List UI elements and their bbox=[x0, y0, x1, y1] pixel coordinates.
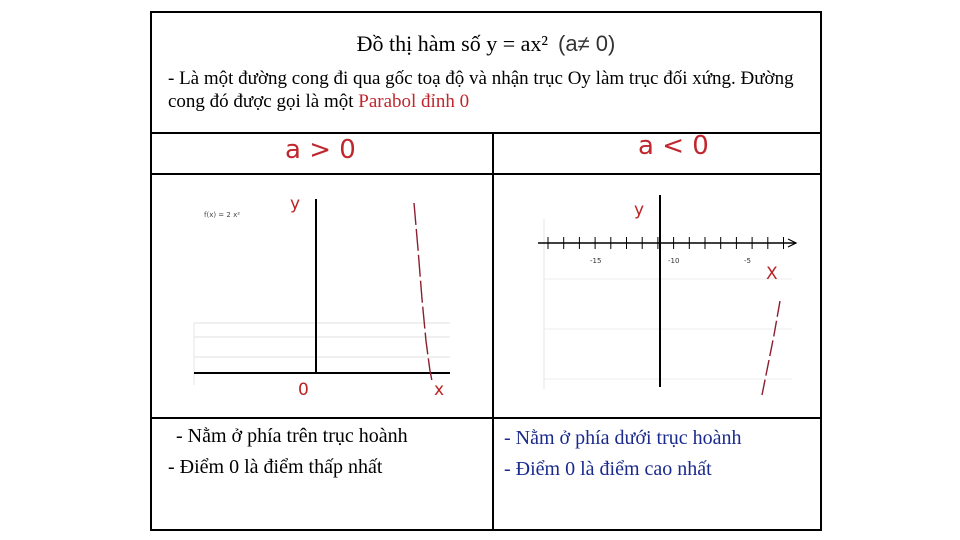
case-label-positive: a > 0 bbox=[285, 135, 356, 165]
notes-negative bbox=[504, 423, 742, 485]
graph-positive bbox=[188, 189, 460, 407]
slide-frame bbox=[150, 11, 822, 531]
tick-label: -10 bbox=[668, 257, 680, 265]
divider-top bbox=[152, 132, 820, 134]
case-label-negative: a < 0 bbox=[638, 131, 709, 161]
notes-positive bbox=[168, 421, 408, 483]
x-axis-label: x bbox=[434, 380, 445, 400]
title-condition: (a≠ 0) bbox=[558, 31, 616, 56]
graph-negative bbox=[534, 189, 806, 407]
parabola-curve bbox=[414, 203, 432, 381]
slide-title bbox=[152, 31, 820, 57]
description-highlight: Parabol đỉnh 0 bbox=[358, 91, 470, 112]
note-item: - Nằm ở phía dưới trục hoành bbox=[504, 427, 742, 449]
description-text: - Là một đường cong đi qua gốc toạ độ và nhận trục Oy làm trục đối xứng. Đường cong đó được gọi là một bbox=[168, 68, 794, 112]
note-item: - Điểm 0 là điểm thấp nhất bbox=[168, 456, 383, 478]
formula-label: f(x) = 2 x² bbox=[204, 211, 241, 219]
x-axis-label: X bbox=[766, 264, 778, 284]
parabola-curve bbox=[762, 301, 780, 395]
description bbox=[168, 67, 808, 113]
divider-graphs bbox=[152, 417, 820, 419]
tick-label: -5 bbox=[744, 257, 751, 265]
tick-label: -15 bbox=[590, 257, 602, 265]
note-item: - Điểm 0 là điểm cao nhất bbox=[504, 458, 712, 480]
y-axis-label: y bbox=[634, 200, 645, 220]
divider-header bbox=[152, 173, 820, 175]
divider-vertical bbox=[492, 134, 494, 529]
note-item: - Nằm ở phía trên trục hoành bbox=[176, 425, 408, 447]
title-text: Đồ thị hàm số y = ax² bbox=[356, 31, 548, 56]
origin-label: 0 bbox=[298, 380, 309, 400]
y-axis-label: y bbox=[290, 194, 301, 214]
